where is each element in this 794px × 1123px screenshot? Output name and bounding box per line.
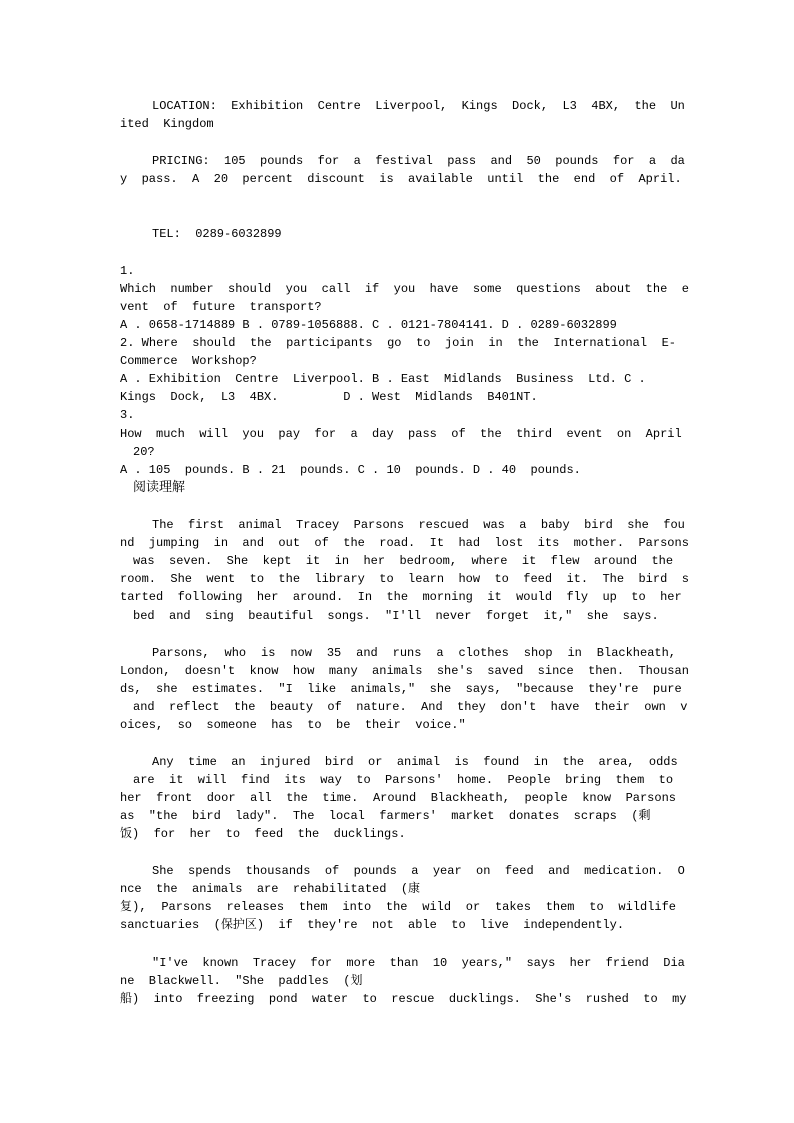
question-1-stem-line-1: Which number should you call if you have some questions about the e	[120, 282, 689, 296]
question-1-number: 1.	[120, 264, 135, 278]
pricing-line-2: y pass. A 20 percent discount is available until the end of April.	[120, 172, 682, 186]
location-line-2: ited Kingdom	[120, 117, 214, 131]
passage-p3-line: are it will find its way to Parsons' home. People bring them to	[133, 773, 674, 787]
passage-p2-line: Parsons, who is now 35 and runs a clothes shop in Blackheath,	[152, 646, 676, 660]
passage-p2-line: and reflect the beauty of nature. And they don't have their own v	[133, 700, 688, 714]
passage-p5-line: ne Blackwell. "She paddles (划	[120, 974, 363, 988]
passage-p1-line: tarted following her around. In the morning it would fly up to her	[120, 590, 682, 604]
pricing-line-1: PRICING: 105 pounds for a festival pass and 50 pounds for a da	[152, 154, 685, 168]
passage-p3-line: Any time an injured bird or animal is found in the area, odds	[152, 755, 678, 769]
passage-p1-line: room. She went to the library to learn how to feed it. The bird s	[120, 572, 689, 586]
passage-p2-line: ds, she estimates. "I like animals," she says, "because they're pure	[120, 682, 682, 696]
passage-p1-line: bed and sing beautiful songs. "I'll never forget it," she says.	[133, 609, 659, 623]
passage-p4-line: nce the animals are rehabilitated (康	[120, 882, 421, 896]
section-heading: 阅读理解	[133, 480, 186, 495]
question-3-stem-line-2: 20?	[133, 445, 155, 459]
question-1-options: A . 0658-1714889 B . 0789-1056888. C . 0121-7804141. D . 0289-6032899	[120, 318, 617, 332]
question-2-stem-line-1: 2. Where should the participants go to join in the International E-	[120, 336, 676, 350]
passage-p1-line: was seven. She kept it in her bedroom, where it flew around the	[133, 554, 674, 568]
passage-p5-line: 船) into freezing pond water to rescue ducklings. She's rushed to my	[120, 992, 687, 1006]
passage-p1-line: nd jumping in and out of the road. It had lost its mother. Parsons	[120, 536, 689, 550]
passage-p2-line: oices, so someone has to be their voice."	[120, 718, 466, 732]
passage-p4-line: She spends thousands of pounds a year on feed and medication. O	[152, 864, 685, 878]
location-line-1: LOCATION: Exhibition Centre Liverpool, Kings Dock, L3 4BX, the Un	[152, 99, 685, 113]
question-3-stem-line-1: How much will you pay for a day pass of the third event on April	[120, 427, 682, 441]
passage-p3-line: her front door all the time. Around Blackheath, people know Parsons	[120, 791, 676, 805]
question-2-options-line-1: A . Exhibition Centre Liverpool. B . East Midlands Business Ltd. C .	[120, 372, 646, 386]
question-2-stem-line-2: Commerce Workshop?	[120, 354, 257, 368]
question-3-number: 3.	[120, 408, 135, 422]
tel-line: TEL: 0289-6032899	[152, 227, 282, 241]
question-2-options-line-2: Kings Dock, L3 4BX. D . West Midlands B401NT.	[120, 390, 538, 404]
passage-p4-line: sanctuaries (保护区) if they're not able to live independently.	[120, 918, 625, 932]
passage-p4-line: 复), Parsons releases them into the wild or takes them to wildlife	[120, 900, 676, 914]
passage-p3-line: as "the bird lady". The local farmers' market donates scraps (剩	[120, 809, 651, 823]
passage-p1-line: The first animal Tracey Parsons rescued was a baby bird she fou	[152, 518, 685, 532]
passage-p3-line: 饭) for her to feed the ducklings.	[120, 827, 406, 841]
passage-p2-line: London, doesn't know how many animals she's saved since then. Thousan	[120, 664, 689, 678]
question-3-options: A . 105 pounds. B . 21 pounds. C . 10 pounds. D . 40 pounds.	[120, 463, 581, 477]
question-1-stem-line-2: vent of future transport?	[120, 300, 322, 314]
passage-p5-line: "I've known Tracey for more than 10 years," says her friend Dia	[152, 956, 685, 970]
